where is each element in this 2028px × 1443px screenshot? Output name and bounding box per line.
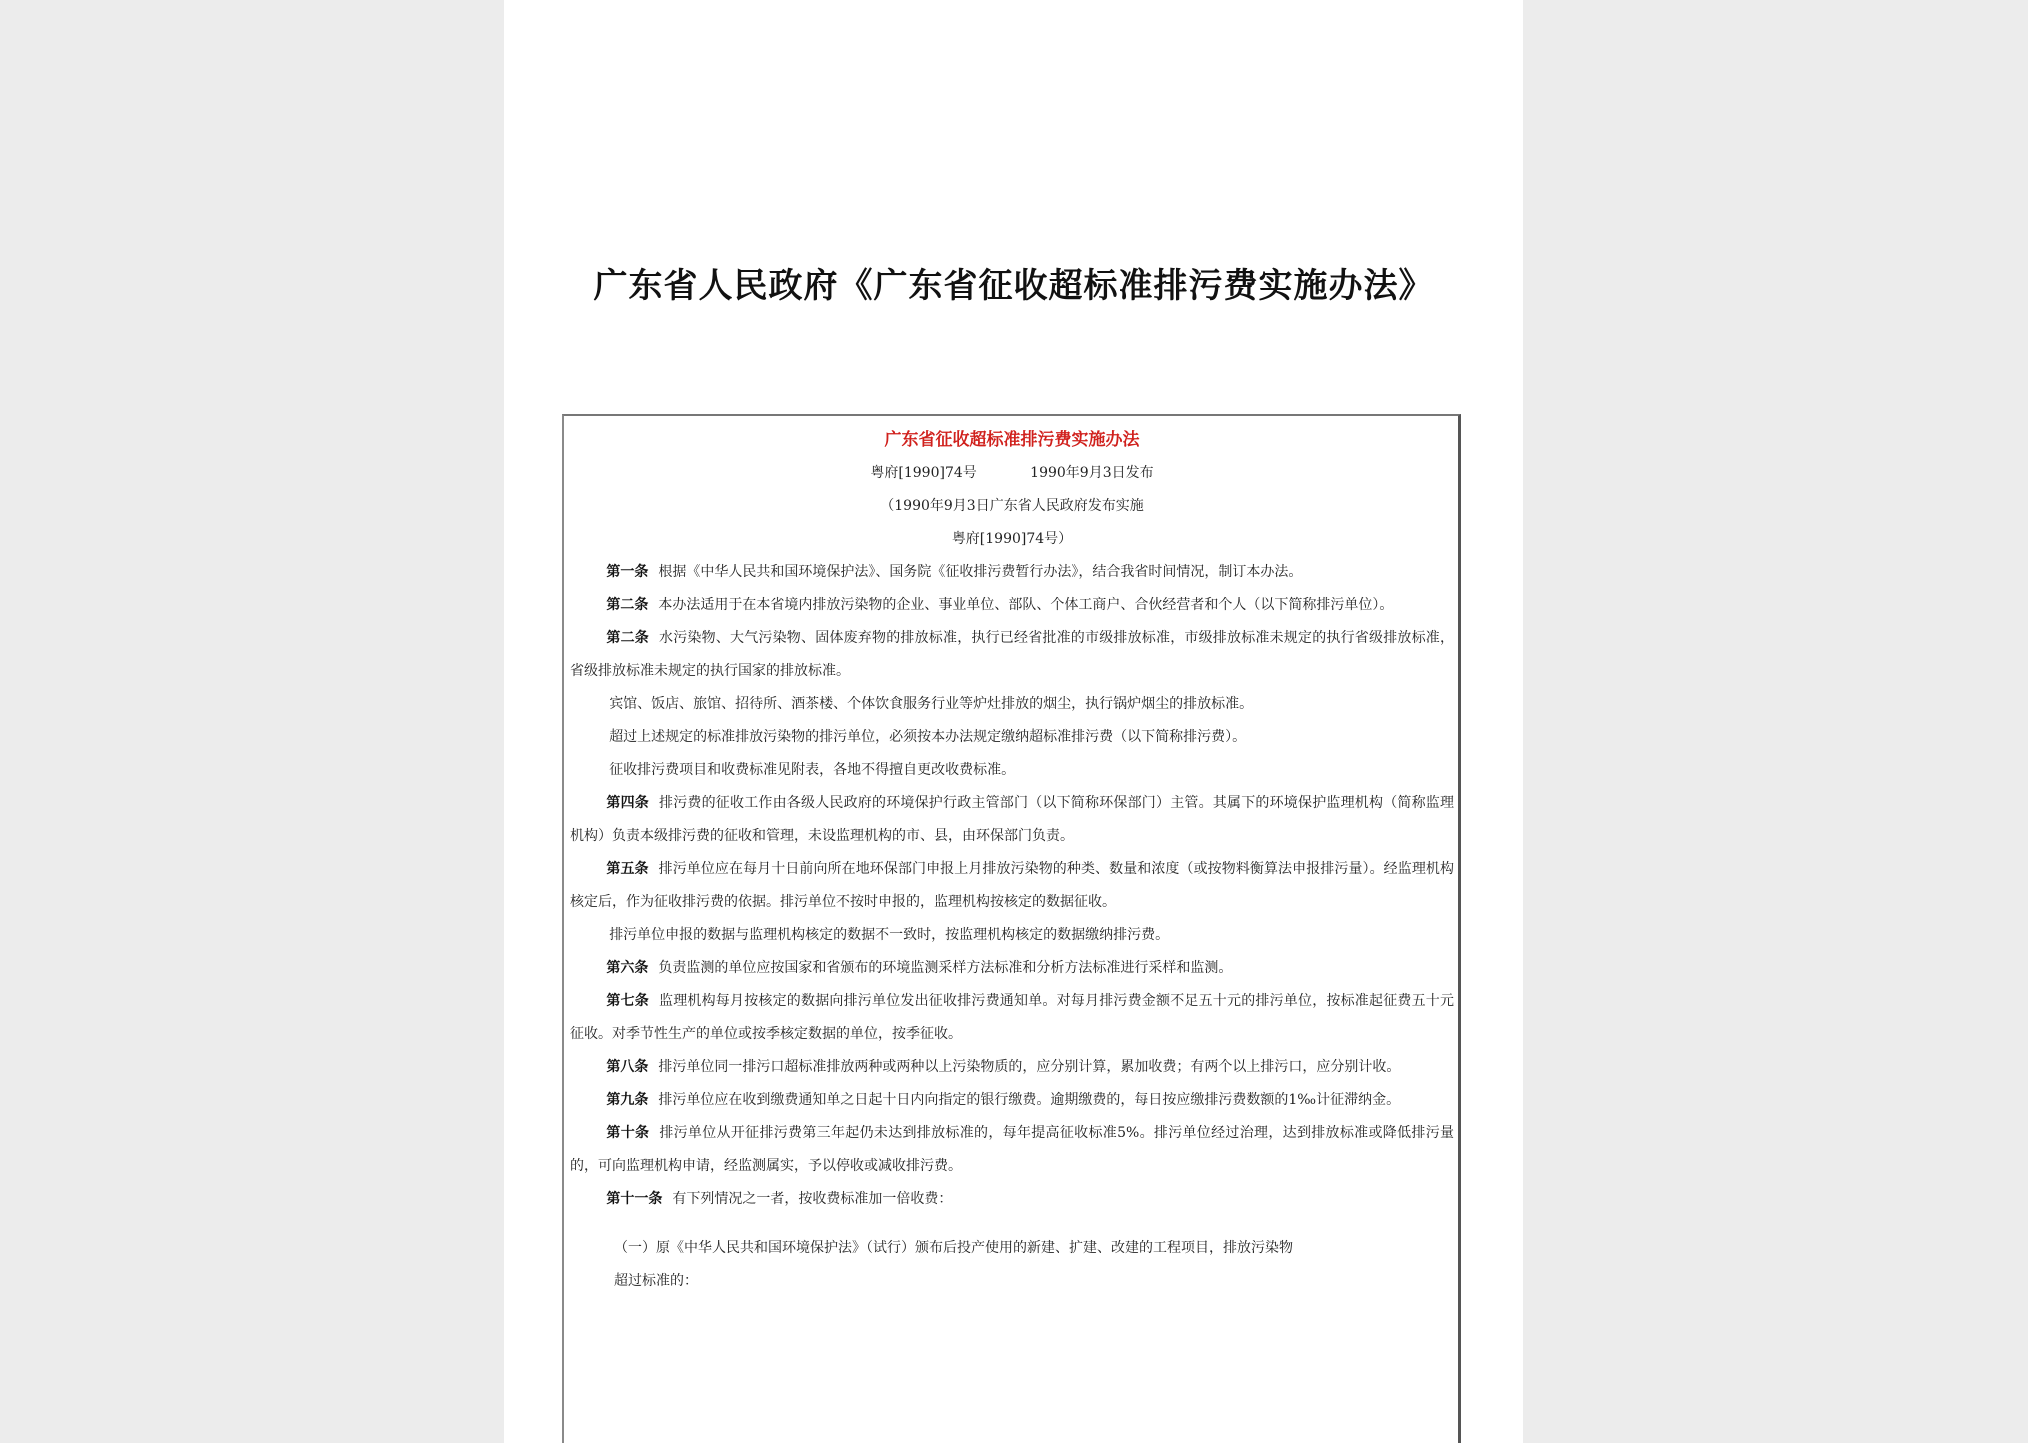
article-label: 第五条: [606, 861, 649, 877]
page-title: 广东省人民政府《广东省征收超标准排污费实施办法》: [593, 266, 1434, 306]
article-7: [570, 985, 1454, 1051]
paragraph: 排污单位申报的数据与监理机构核定的数据不一致时，按监理机构核定的数据缴纳排污费。: [609, 927, 1170, 943]
document-heading: 广东省征收超标准排污费实施办法: [884, 430, 1140, 450]
article-label: 第四条: [606, 795, 649, 811]
article-10: [570, 1117, 1454, 1183]
document-page: [504, 0, 1523, 1443]
article-label: 第一条: [606, 564, 649, 580]
article-text: 排污费的征收工作由各级人民政府的环境保护行政主管部门（以下简称环保部门）主管。其属下的环境保护监理机构（简称监理机构）负责本级排污费的征收和管理，未设监理机构的市、县，由环保部门负责。: [570, 795, 1455, 844]
article-6: [570, 952, 1454, 985]
paragraph: 征收排污费项目和收费标准见附表，各地不得擅自更改收费标准。: [609, 762, 1016, 778]
article-text: 有下列情况之一者，按收费标准加一倍收费：: [672, 1191, 953, 1207]
article-text: 水污染物、大气污染物、固体废弃物的排放标准，执行已经省批准的市级排放标准，市级排放标准未规定的执行省级排放标准，省级排放标准未规定的执行国家的排放标准。: [570, 630, 1455, 679]
article-label: 第二条: [606, 630, 649, 646]
article-text: 根据《中华人民共和国环境保护法》、国务院《征收排污费暂行办法》，结合我省时间情况，制订本办法。: [658, 564, 1303, 580]
article-4: [570, 787, 1454, 853]
article-label: 第十一条: [606, 1191, 663, 1207]
article-label: 第十条: [606, 1125, 650, 1141]
document-issue-line: 粤府[1990]74号 1990年9月3日发布: [870, 465, 1154, 481]
paragraph: 宾馆、饭店、旅馆、招待所、酒茶楼、个体饮食服务行业等炉灶排放的烟尘，执行锅炉烟尘的排放标准。: [609, 696, 1254, 712]
list-item-text: （一）原《中华人民共和国环境保护法》（试行）颁布后投产使用的新建、扩建、改建的工程项目，排放污染物: [614, 1240, 1293, 1256]
article-label: 第七条: [606, 993, 649, 1009]
article-3: [570, 622, 1454, 688]
article-label: 第二条: [606, 597, 649, 613]
article-label: 第八条: [606, 1059, 649, 1075]
article-1: [570, 556, 1454, 589]
article-8: [570, 1051, 1454, 1084]
article-label: 第六条: [606, 960, 649, 976]
article-11: [570, 1183, 1454, 1216]
document-frame: [562, 414, 1461, 1443]
article-label: 第九条: [606, 1092, 649, 1108]
paragraph: 超过上述规定的标准排放污染物的排污单位，必须按本办法规定缴纳超标准排污费（以下简称排污费）。: [609, 729, 1247, 745]
document-body: [570, 416, 1454, 1298]
article-text: 排污单位从开征排污费第三年起仍未达到排放标准的，每年提高征收标准5%。排污单位经过治理，达到排放标准或降低排污量的，可向监理机构申请，经监测属实，予以停收或减收排污费。: [570, 1125, 1454, 1174]
article-text: 排污单位同一排污口超标准排放两种或两种以上污染物质的，应分别计算，累加收费；有两个以上排污口，应分别计收。: [658, 1059, 1401, 1075]
list-item-continuation: 超过标准的：: [614, 1273, 698, 1289]
document-number-note: 粤府[1990]74号）: [951, 531, 1073, 547]
list-item: [570, 1232, 1454, 1298]
article-9: [570, 1084, 1454, 1117]
article-text: 排污单位应在每月十日前向所在地环保部门申报上月排放污染物的种类、数量和浓度（或按物料衡算法申报排污量）。经监理机构核定后，作为征收排污费的依据。排污单位不按时申报的，监理机构按核定的数据征收。: [570, 861, 1454, 910]
document-publish-note: （1990年9月3日广东省人民政府发布实施: [880, 498, 1144, 514]
article-text: 排污单位应在收到缴费通知单之日起十日内向指定的银行缴费。逾期缴费的，每日按应缴排污费数额的1‰计征滞纳金。: [658, 1092, 1401, 1108]
article-text: 负责监测的单位应按国家和省颁布的环境监测采样方法标准和分析方法标准进行采样和监测。: [658, 960, 1233, 976]
article-text: 本办法适用于在本省境内排放污染物的企业、事业单位、部队、个体工商户、合伙经营者和个人（以下简称排污单位）。: [658, 597, 1394, 613]
article-2: [570, 589, 1454, 622]
article-5: [570, 853, 1454, 919]
article-text: 监理机构每月按核定的数据向排污单位发出征收排污费通知单。对每月排污费金额不足五十元的排污单位，按标准起征费五十元征收。对季节性生产的单位或按季核定数据的单位，按季征收。: [570, 993, 1455, 1042]
